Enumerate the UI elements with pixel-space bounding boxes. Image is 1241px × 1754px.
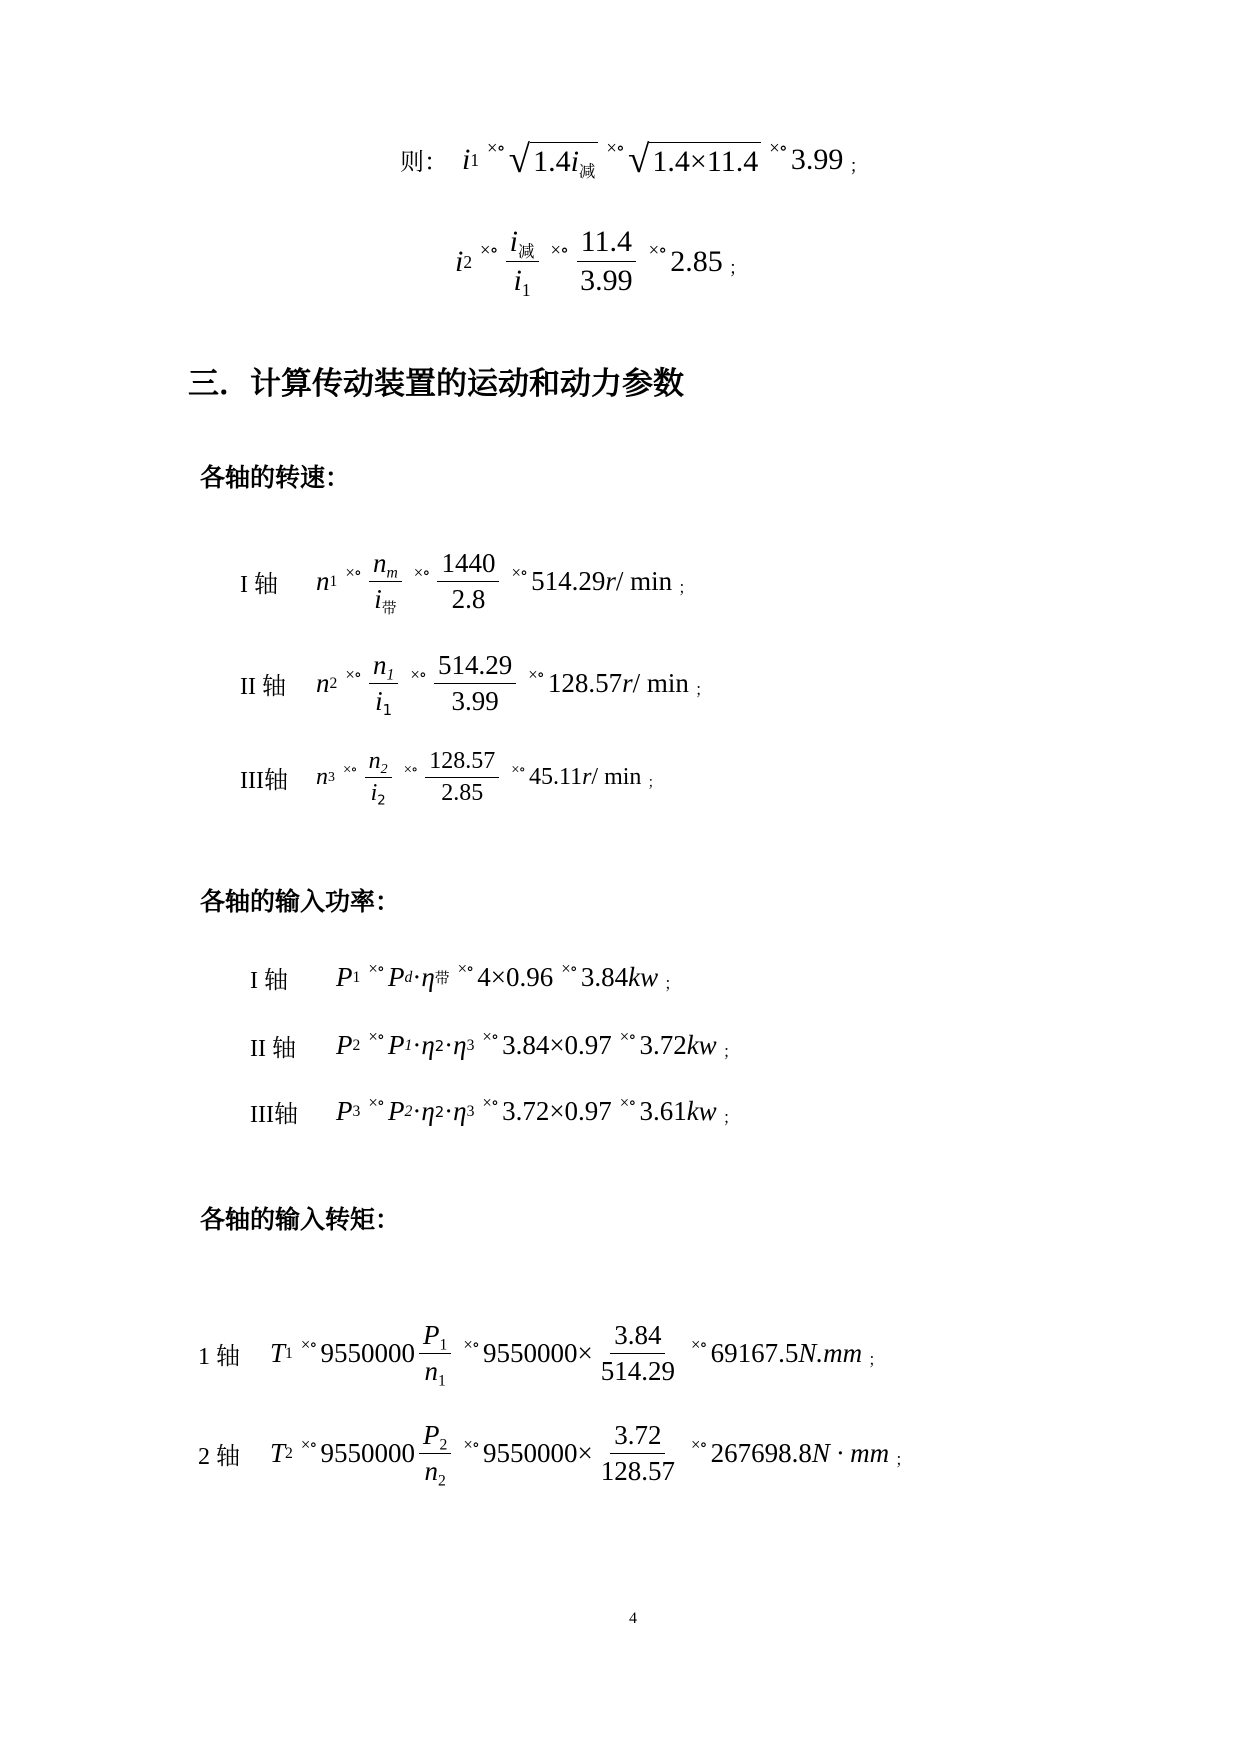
numerator: 1440 bbox=[437, 548, 499, 582]
relation-glyph: ×∘ bbox=[463, 1434, 479, 1454]
coefficient: 9550000× bbox=[483, 1438, 593, 1468]
subscript: 2 bbox=[438, 1472, 446, 1490]
numerator: 3.72 bbox=[610, 1420, 665, 1454]
axis-label: I 轴 bbox=[250, 968, 288, 994]
calculation: 4×0.96 bbox=[477, 962, 554, 992]
dot-operator: · bbox=[412, 1096, 422, 1126]
relation-glyph: ×∘ bbox=[482, 1092, 499, 1112]
semicolon: ； bbox=[664, 975, 681, 994]
result: 128.57 bbox=[547, 668, 623, 698]
symbol: T bbox=[270, 1338, 286, 1368]
symbol: i bbox=[370, 780, 378, 806]
fraction bbox=[434, 650, 516, 717]
symbol: P bbox=[336, 1030, 353, 1060]
eq-i1: 则： i 1 ×∘ √ $1.4i_减$ ×∘ √ 1.4×11.4 ×∘ 3.99 ； bbox=[400, 138, 868, 181]
relation-glyph: ×∘ bbox=[482, 1026, 499, 1046]
prefix-label: 则： bbox=[400, 150, 448, 176]
symbol: n bbox=[372, 650, 387, 680]
symbol: P bbox=[387, 962, 405, 992]
subscript: 1 bbox=[382, 701, 393, 720]
denominator: 2.85 bbox=[441, 780, 484, 806]
relation-glyph: ×∘ bbox=[619, 1026, 636, 1046]
fraction bbox=[597, 1320, 679, 1387]
unit: r bbox=[622, 668, 633, 698]
relation-glyph: ×∘ bbox=[300, 1334, 317, 1354]
speed-row: II 轴 n 2 ×∘ $\frac{n_1}{i_1}$ ×∘ $\frac{514.29}{3.99}$ ×∘ 128.57 r / min ； bbox=[240, 650, 712, 720]
denominator: 3.99 bbox=[580, 264, 633, 297]
power-row: III轴 P 3 ×∘ P 2 · η 2 · η 3 ×∘ 3.72×0.97 ×∘ 3.61 kw ； bbox=[250, 1092, 739, 1128]
result: 3.72 bbox=[639, 1030, 687, 1060]
unit: r bbox=[605, 566, 616, 596]
relation-glyph: ×∘ bbox=[619, 1092, 636, 1112]
semicolon: ； bbox=[694, 681, 712, 700]
semicolon: ； bbox=[868, 1351, 885, 1370]
relation-glyph: ×∘ bbox=[528, 664, 544, 684]
unit: kw bbox=[686, 1096, 717, 1126]
fraction bbox=[425, 748, 499, 807]
fraction bbox=[576, 225, 637, 298]
relation-glyph: ×∘ bbox=[342, 761, 357, 778]
dot-operator: · bbox=[444, 1096, 454, 1126]
calculation: 3.84×0.97 bbox=[502, 1030, 612, 1060]
semicolon: ； bbox=[722, 1109, 739, 1128]
axis-label: II 轴 bbox=[250, 1036, 296, 1062]
relation-glyph: ×∘ bbox=[368, 958, 384, 978]
calculation: 3.72×0.97 bbox=[502, 1096, 612, 1126]
relation-glyph: ×∘ bbox=[345, 562, 361, 582]
unit: r bbox=[582, 764, 592, 790]
relation-glyph: ×∘ bbox=[561, 958, 577, 978]
semicolon: ； bbox=[728, 257, 747, 278]
coef: 1.4 bbox=[533, 145, 571, 178]
axis-label: 1 轴 bbox=[198, 1344, 240, 1370]
coefficient: 9550000 bbox=[320, 1438, 416, 1468]
subscript: 1 bbox=[438, 1372, 446, 1390]
unit: / min bbox=[591, 764, 642, 790]
axis-label: III轴 bbox=[250, 1102, 298, 1128]
fraction bbox=[365, 748, 392, 807]
powers-heading: 各轴的输入功率： bbox=[200, 887, 401, 916]
fraction bbox=[597, 1420, 679, 1487]
sqrt-expr: √ $1.4i_减$ bbox=[509, 140, 599, 179]
semicolon: ； bbox=[722, 1043, 739, 1062]
semicolon: ； bbox=[895, 1451, 912, 1470]
subscript: 1 bbox=[521, 280, 531, 301]
relation-glyph: ×∘ bbox=[300, 1434, 317, 1454]
section-title: 三．计算传动装置的运动和动力参数 bbox=[188, 366, 684, 402]
symbol: η bbox=[453, 1030, 467, 1060]
result: 3.99 bbox=[790, 142, 844, 176]
speed-row: III轴 n 3 ×∘ $\frac{n_2}{i_2}$ ×∘ $\frac{128.57}{2.85}$ ×∘ 45.11 r / min ； bbox=[240, 748, 662, 809]
numerator: 3.84 bbox=[610, 1320, 665, 1354]
subscript: 2 bbox=[377, 793, 386, 809]
dot-operator: · bbox=[412, 962, 422, 992]
symbol: η bbox=[453, 1096, 467, 1126]
dot-operator: · bbox=[444, 1030, 454, 1060]
symbol: n bbox=[424, 1456, 439, 1486]
relation-glyph: ×∘ bbox=[690, 1334, 707, 1354]
result: 514.29 bbox=[531, 566, 606, 596]
symbol: P bbox=[336, 1096, 353, 1126]
relation-glyph: ×∘ bbox=[403, 761, 418, 778]
relation-glyph: ×∘ bbox=[410, 664, 426, 684]
denominator: 2.8 bbox=[451, 584, 486, 614]
result: 45.11 bbox=[528, 764, 583, 790]
subscript: m bbox=[386, 564, 398, 582]
symbol: i bbox=[570, 145, 579, 178]
semicolon: ； bbox=[849, 155, 868, 176]
axis-label: II 轴 bbox=[240, 674, 286, 700]
subscript: 2 bbox=[380, 761, 388, 777]
relation-glyph: ×∘ bbox=[550, 240, 569, 262]
relation-glyph: ×∘ bbox=[648, 240, 667, 262]
symbol: n bbox=[316, 764, 328, 790]
numerator: 128.57 bbox=[425, 748, 499, 778]
relation-glyph: ×∘ bbox=[511, 761, 525, 778]
denominator: 514.29 bbox=[600, 1356, 675, 1386]
subscript: 2 bbox=[439, 1436, 448, 1454]
coefficient: 9550000× bbox=[483, 1338, 593, 1368]
subscript: 减 bbox=[518, 241, 535, 261]
torque-row: 1 轴 T 1 ×∘ 9550000 $\frac{P_1}{n_1}$ ×∘ 9550000× $\frac{3.84}{514.29}$ ×∘ 69167.5 N.mm ； bbox=[198, 1320, 885, 1390]
sqrt-expr: √ 1.4×11.4 bbox=[628, 140, 761, 179]
semicolon: ； bbox=[678, 579, 695, 598]
axis-label: I 轴 bbox=[240, 572, 278, 598]
subscript: 1 bbox=[439, 1336, 448, 1354]
result: 2.85 bbox=[670, 244, 723, 278]
torque-row: 2 轴 T 2 ×∘ 9550000 $\frac{P_2}{n_2}$ ×∘ 9550000× $\frac{3.72}{128.57}$ ×∘ 267698.8 N · mm ； bbox=[198, 1420, 912, 1490]
relation-glyph: ×∘ bbox=[345, 664, 361, 684]
axis-label: III轴 bbox=[240, 768, 288, 794]
symbol: n bbox=[368, 748, 381, 774]
symbol: i bbox=[455, 244, 464, 278]
relation-glyph: ×∘ bbox=[463, 1334, 479, 1354]
symbol: n bbox=[372, 548, 387, 578]
symbol: n bbox=[316, 668, 330, 698]
numerator: 11.4 bbox=[577, 225, 636, 262]
symbol: i bbox=[374, 584, 382, 614]
coefficient: 9550000 bbox=[320, 1338, 416, 1368]
fraction bbox=[369, 650, 398, 720]
sqrt-body: 1.4×11.4 bbox=[649, 142, 761, 179]
unit: / min bbox=[615, 566, 673, 596]
relation-glyph: ×∘ bbox=[457, 958, 474, 978]
unit: N.mm bbox=[798, 1338, 863, 1368]
symbol: n bbox=[424, 1356, 439, 1386]
symbol: η bbox=[421, 962, 435, 992]
unit: kw bbox=[628, 962, 659, 992]
result: 3.61 bbox=[639, 1096, 687, 1126]
result: 69167.5 bbox=[710, 1338, 799, 1368]
symbol: P bbox=[387, 1030, 405, 1060]
axis-label: 2 轴 bbox=[198, 1444, 240, 1470]
subscript: 1 bbox=[386, 666, 395, 684]
result: 3.84 bbox=[580, 962, 629, 992]
relation-glyph: ×∘ bbox=[487, 138, 505, 160]
denominator: 3.99 bbox=[451, 686, 499, 716]
unit: kw bbox=[686, 1030, 717, 1060]
unit: / min bbox=[632, 668, 689, 698]
relation-glyph: ×∘ bbox=[690, 1434, 707, 1454]
relation-glyph: ×∘ bbox=[769, 138, 787, 160]
result: 267698.8 bbox=[710, 1438, 812, 1468]
semicolon: ； bbox=[647, 775, 662, 792]
fraction bbox=[437, 548, 499, 615]
symbol: P bbox=[423, 1320, 440, 1350]
relation-glyph: ×∘ bbox=[413, 562, 430, 582]
symbol: i bbox=[509, 225, 518, 258]
symbol: i bbox=[462, 142, 471, 176]
page-number: 4 bbox=[629, 1610, 637, 1627]
symbol: P bbox=[387, 1096, 405, 1126]
subscript: 带 bbox=[381, 599, 397, 618]
subscript: 减 bbox=[578, 161, 596, 181]
fraction bbox=[419, 1420, 451, 1490]
symbol: T bbox=[270, 1438, 286, 1468]
symbol: P bbox=[423, 1420, 440, 1450]
power-row: II 轴 P 2 ×∘ P 1 · η 2 · η 3 ×∘ 3.84×0.97 ×∘ 3.72 kw ； bbox=[250, 1026, 739, 1062]
denominator: 128.57 bbox=[600, 1456, 675, 1486]
symbol: η bbox=[421, 1096, 435, 1126]
fraction bbox=[506, 225, 539, 301]
relation-glyph: ×∘ bbox=[511, 562, 528, 582]
symbol: n bbox=[316, 566, 330, 596]
dot-operator: · bbox=[412, 1030, 422, 1060]
fraction bbox=[419, 1320, 451, 1390]
power-row: I 轴 P 1 ×∘ P d · η 带 ×∘ 4×0.96 ×∘ 3.84 kw ； bbox=[250, 958, 681, 994]
torques-heading: 各轴的输入转矩： bbox=[200, 1205, 401, 1234]
symbol: i bbox=[513, 264, 522, 297]
symbol: i bbox=[375, 686, 383, 716]
numerator: 514.29 bbox=[434, 650, 516, 684]
relation-glyph: ×∘ bbox=[480, 240, 498, 262]
symbol: P bbox=[336, 962, 353, 992]
relation-glyph: ×∘ bbox=[368, 1092, 384, 1112]
relation-glyph: ×∘ bbox=[606, 138, 625, 160]
eq-i2: i 2 ×∘ $\frac{i_减}{i_1}$ ×∘ $\frac{11.4}{3.99}$ ×∘ 2.85 ； bbox=[455, 225, 747, 301]
relation-glyph: ×∘ bbox=[368, 1026, 384, 1046]
speed-row: I 轴 n 1 ×∘ $\frac{n_m}{i_带}$ ×∘ $\frac{1440}{2.8}$ ×∘ 514.29 r / min ； bbox=[240, 548, 695, 618]
unit: N · mm bbox=[811, 1438, 890, 1468]
speeds-heading: 各轴的转速： bbox=[200, 463, 351, 492]
fraction bbox=[369, 548, 402, 618]
symbol: η bbox=[421, 1030, 435, 1060]
